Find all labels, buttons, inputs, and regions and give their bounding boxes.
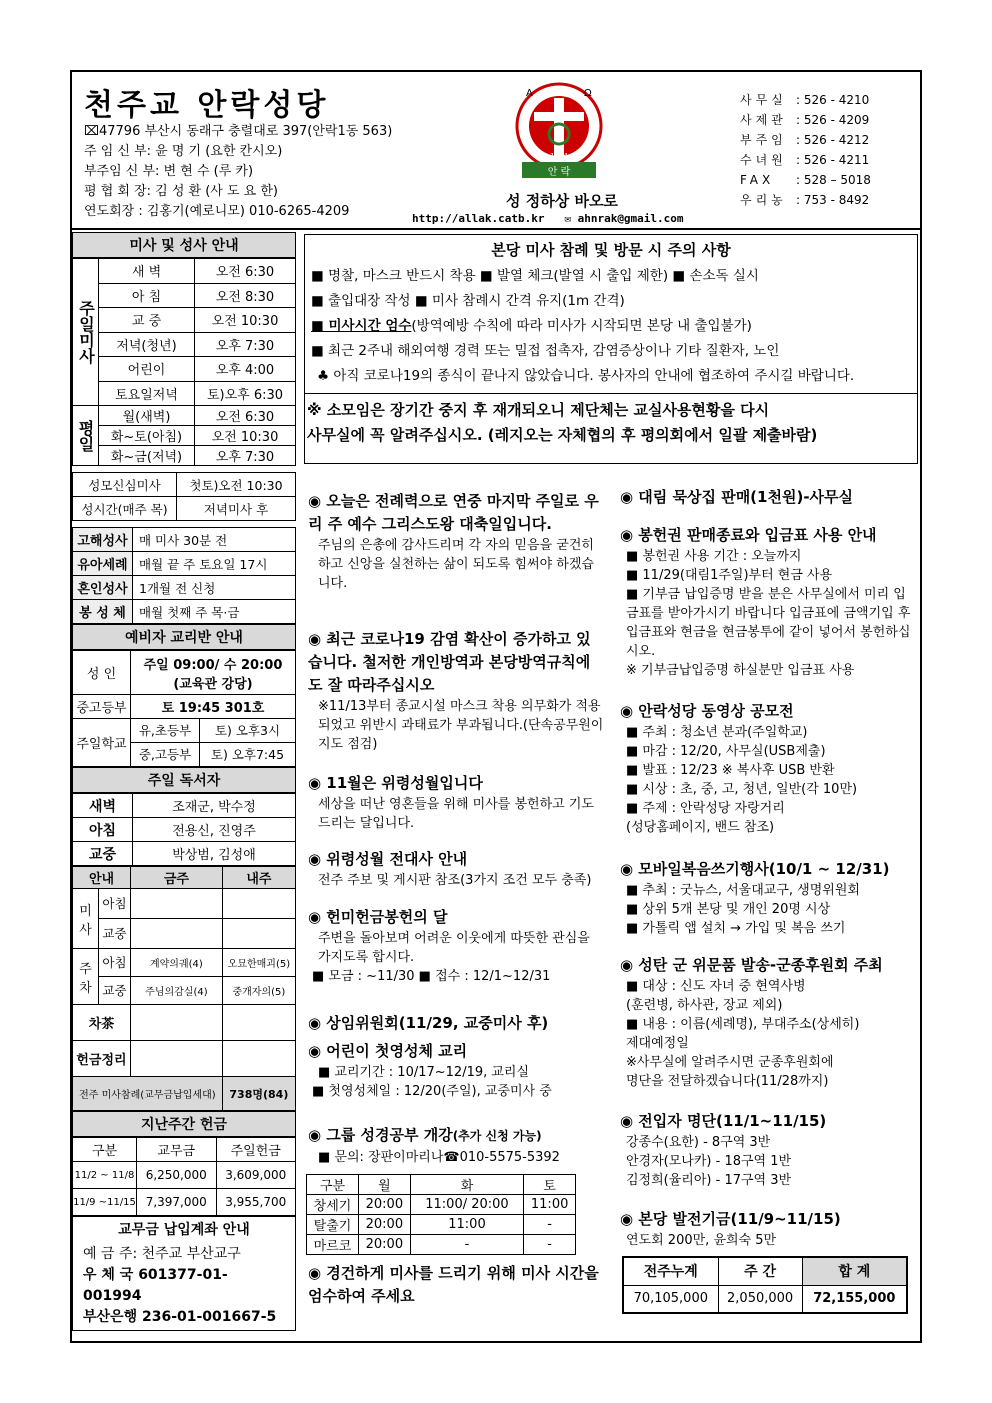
mass-time: 오전 10:30 bbox=[195, 426, 296, 446]
right-item-line: 명단을 전달하겠습니다(11/28까지) bbox=[626, 1074, 829, 1089]
warn-2: 사무실에 꼭 알려주십시오. (레지오는 자체협의 후 평의회에서 일괄 제출바람) bbox=[307, 426, 818, 444]
sacrament-name: 고해성사 bbox=[73, 528, 133, 552]
mid-item-heading bbox=[308, 490, 604, 536]
mid-time: 토) 오후7:45 bbox=[199, 743, 295, 767]
mass-title: 미사 및 성사 안내 bbox=[72, 232, 296, 258]
mass-time: 오전 6:30 bbox=[195, 259, 296, 284]
mass-table bbox=[72, 258, 296, 466]
right-item bbox=[620, 954, 916, 1091]
sacrament-name: 유아세례 bbox=[73, 552, 133, 576]
fund-value: 70,105,000 bbox=[623, 1285, 718, 1313]
right-item-line: ■ 11/29(대림1주일)부터 현금 사용 bbox=[626, 568, 833, 583]
logo-text: 안 락 bbox=[547, 167, 571, 178]
offering-cell: 7,397,000 bbox=[137, 1189, 217, 1216]
mass-time: 오후 4:00 bbox=[195, 357, 296, 382]
mid-item-title: ◉ 상임위원회(11/29, 교중미사 후) bbox=[308, 1014, 549, 1032]
right-item-line: ■ 상위 5개 본당 및 개인 20명 시상 bbox=[626, 902, 831, 917]
bible-cell: 11:00 bbox=[524, 1195, 576, 1215]
phone-label: 부주임 bbox=[740, 133, 787, 147]
mid-item-body: ■ 교리기간 : 10/17~12/19, 교리실 bbox=[318, 1065, 530, 1080]
right-item bbox=[620, 1110, 916, 1190]
weekday-label: 평일 bbox=[73, 406, 99, 466]
bible-cell: 11:00/ 20:00 bbox=[410, 1195, 524, 1215]
right-item bbox=[620, 524, 916, 680]
mid-item-body: ■ 문의: 장판이마리나☎010-5575-5392 bbox=[318, 1150, 560, 1165]
phone-label: 사무실 bbox=[740, 93, 787, 107]
offering-cell: 11/9 ~11/15 bbox=[73, 1189, 137, 1216]
right-item-heading: ◉ 대림 묵상집 판매(1천원)-사무실 bbox=[620, 488, 854, 506]
mid-item-title: ◉ 최근 코로나19 감염 확산이 증가하고 있습니다. 철저한 개인방역과 본당방역규칙에도 잘 따라주십시오 bbox=[308, 630, 591, 694]
duty-table bbox=[72, 866, 296, 1111]
bible-header: 월 bbox=[359, 1175, 411, 1195]
mid-item bbox=[308, 772, 604, 833]
right-item-line: 안경자(모나카) - 18구역 1반 bbox=[626, 1154, 792, 1169]
bible-cell: - bbox=[524, 1215, 576, 1235]
adult-place: (교육관 강당) bbox=[173, 676, 253, 692]
mid-item-body: 주님의 은총에 감사드리며 각 자의 믿음을 굳건히 하고 신앙을 실천하는 삶이 되도록 힘써야 하겠습니다. bbox=[318, 538, 594, 591]
duty-mass-label: 미사 bbox=[73, 889, 99, 949]
right-item-line: 강종수(요한) - 8구역 3반 bbox=[626, 1135, 771, 1150]
notice-r2: ■ 출입대장 작성 ■ 미사 참례시 간격 유지(1m 간격) bbox=[311, 293, 625, 309]
mass-time: 오후 7:30 bbox=[195, 446, 296, 466]
offering-cell: 11/2 ~ 11/8 bbox=[73, 1162, 137, 1189]
svg-text:Α: Α bbox=[526, 88, 533, 99]
phone-label: 수녀원 bbox=[740, 153, 787, 167]
notice-r5: ♣ 아직 코로나19의 종식이 끝나지 않았습니다. 봉사자의 안내에 협조하여 주시길 바랍니다. bbox=[317, 368, 855, 384]
duty-h0: 안내 bbox=[73, 867, 131, 889]
mid-item-title: ◉ 오늘은 전례력으로 연중 마지막 주일로 우리 주 예수 그리스도왕 대축일입니다. bbox=[308, 492, 599, 533]
bible-header: 화 bbox=[410, 1175, 524, 1195]
right-item bbox=[620, 700, 916, 837]
right-item-line: ■ 주최 : 청소년 분과(주일학교) bbox=[626, 725, 808, 740]
reader-names: 조재군, 박수정 bbox=[133, 794, 296, 818]
mid-item-body: ※11/13부터 종교시설 마스크 착용 의무화가 적용되었고 위반시 과태료가 부과됩니다.(단속공무원이 지도 점검) bbox=[318, 699, 604, 752]
right-item-heading: ◉ 봉헌권 판매종료와 입금표 사용 안내 bbox=[620, 526, 877, 544]
address: ⌧47796 부산시 동래구 충렬대로 397(안락1동 563) bbox=[84, 124, 393, 139]
right-item-line: (성당홈페이지, 밴드 참조) bbox=[626, 820, 775, 835]
mid-item-title: ◉ 11월은 위령성월입니다 bbox=[308, 774, 483, 792]
extra-name: 성모신심미사 bbox=[73, 473, 177, 497]
right-item-line: ■ 대상 : 신도 자녀 중 현역사병 bbox=[626, 979, 806, 994]
logo-year: 1984 bbox=[550, 152, 568, 160]
bible-cell: - bbox=[410, 1235, 524, 1255]
mid-item-body: 세상을 떠난 영혼들을 위해 미사를 봉헌하고 기도 드리는 달입니다. bbox=[318, 797, 594, 831]
adult-time: 주일 09:00/ 수 20:00 bbox=[143, 657, 283, 673]
mid-item-heading bbox=[308, 1124, 604, 1148]
mid-item-heading bbox=[308, 848, 604, 871]
mass-name: 저녁(청년) bbox=[99, 332, 195, 357]
mass-name: 새 벽 bbox=[99, 259, 195, 284]
right-item-heading: ◉ 전입자 명단(11/1~11/15) bbox=[620, 1112, 827, 1130]
bible-cell: 20:00 bbox=[359, 1235, 411, 1255]
duty-parking-label: 주차 bbox=[73, 949, 99, 1005]
reader-names: 박상범, 김성애 bbox=[133, 842, 296, 866]
account-info bbox=[72, 1242, 296, 1331]
notice-box bbox=[304, 234, 918, 464]
fund-header: 주 간 bbox=[718, 1257, 802, 1285]
mass-time: 오후 7:30 bbox=[195, 332, 296, 357]
extra-time: 첫토)오전 10:30 bbox=[177, 473, 296, 497]
duty-h1: 금주 bbox=[131, 867, 223, 889]
bible-cell: 20:00 bbox=[359, 1215, 411, 1235]
elem-time: 토) 오후3시 bbox=[199, 719, 295, 743]
website-link[interactable] bbox=[412, 212, 684, 225]
jr-label: 중고등부 bbox=[73, 695, 131, 719]
reader-mass: 새벽 bbox=[73, 794, 133, 818]
school-label: 주일학교 bbox=[73, 719, 131, 767]
email[interactable]: ahnrak@gmail.com bbox=[577, 212, 684, 225]
account-holder: 예 금 주: 천주교 부산교구 bbox=[83, 1246, 241, 1262]
offering-cell: 6,250,000 bbox=[137, 1162, 217, 1189]
notice-r3 bbox=[311, 317, 917, 335]
phone-list bbox=[740, 90, 871, 210]
mid-item bbox=[308, 1124, 604, 1167]
fund-header: 전주누계 bbox=[623, 1257, 718, 1285]
duty-money: 헌금정리 bbox=[73, 1041, 131, 1077]
adult-label: 성 인 bbox=[73, 651, 131, 695]
mass-time: 오전 8:30 bbox=[195, 283, 296, 308]
right-item-line: 제대예정일 bbox=[626, 1036, 689, 1051]
offering-cell: 3,955,700 bbox=[216, 1189, 296, 1216]
attendance-label: 전주 미사참례(교무금납입세대) bbox=[73, 1077, 223, 1111]
offering-header: 구분 bbox=[73, 1138, 137, 1162]
svg-text:Ω: Ω bbox=[584, 88, 592, 99]
pastor: 주 임 신 부: 윤 명 기 (요한 칸시오) bbox=[84, 144, 283, 159]
jr-time: 토 19:45 301호 bbox=[131, 695, 296, 719]
mid-label: 중,고등부 bbox=[131, 743, 200, 767]
bible-table bbox=[306, 1174, 576, 1255]
right-item-line: 김정희(율리아) - 17구역 3반 bbox=[626, 1173, 792, 1188]
mass-name: 화~금(저녁) bbox=[99, 446, 195, 466]
duty-am2: 아침 bbox=[99, 949, 131, 977]
mass-name: 어린이 bbox=[99, 357, 195, 382]
offering-table bbox=[72, 1137, 296, 1216]
notice-title: 본당 미사 참례 및 방문 시 주의 사항 bbox=[491, 241, 731, 259]
phone-number: : 526 - 4211 bbox=[796, 153, 870, 167]
bible-header: 토 bbox=[524, 1175, 576, 1195]
bible-cell: 창세기 bbox=[307, 1195, 359, 1215]
right-item-line: (훈련병, 하사관, 장교 제외) bbox=[626, 998, 783, 1013]
right-item-line: ■ 가톨릭 앱 설치 → 가입 및 복음 쓰기 bbox=[626, 921, 846, 936]
right-item-line: ■ 기부금 납입증명 받을 분은 사무실에서 미리 입금표를 받아가시기 바랍니다 입금표에 금액기입 후 입금표와 현금을 현금봉투에 같이 넣어서 봉헌하십시오. bbox=[626, 587, 911, 659]
reader-mass: 아침 bbox=[73, 818, 133, 842]
sacrament-table bbox=[72, 527, 296, 624]
duty-p3: 주님의감실(4) bbox=[131, 977, 223, 1005]
header-info bbox=[84, 122, 392, 222]
right-item-heading: ◉ 성탄 군 위문품 발송-군종후원회 주최 bbox=[620, 956, 883, 974]
phone-number: : 526 - 4212 bbox=[796, 133, 870, 147]
offering-header: 주일헌금 bbox=[216, 1138, 296, 1162]
mid-item-title: ◉ 어린이 첫영성체 교리 bbox=[308, 1042, 468, 1060]
notice-r3a: ■ 미사시간 엄수 bbox=[311, 318, 412, 334]
fund-value: 2,050,000 bbox=[718, 1285, 802, 1313]
bible-cell: 20:00 bbox=[359, 1195, 411, 1215]
mass-time: 토)오후 6:30 bbox=[195, 381, 296, 406]
notice-warning bbox=[305, 393, 917, 448]
notice-r1: ■ 명찰, 마스크 반드시 착용 ■ 발열 체크(발열 시 출입 제한) ■ 손소독 실시 bbox=[311, 268, 759, 284]
duty-tea: 차茶 bbox=[73, 1005, 131, 1041]
phone-row bbox=[740, 190, 871, 210]
readers-table bbox=[72, 793, 296, 866]
mid-item-sub: (추가 신청 가능) bbox=[452, 1129, 542, 1143]
mid-item bbox=[308, 1040, 604, 1101]
parish-title: 천주교 안락성당 bbox=[84, 88, 330, 123]
mass-name: 화~토(아침) bbox=[99, 426, 195, 446]
fund-table bbox=[622, 1256, 908, 1314]
mid-item-title: ◉ 경건하게 미사를 드리기 위해 미사 시간을 엄수하여 주세요 bbox=[308, 1264, 599, 1305]
phone-row bbox=[740, 110, 871, 130]
mid-item-heading bbox=[308, 628, 604, 697]
right-item-heading: ◉ 본당 발전기금(11/9~11/15) bbox=[620, 1210, 841, 1228]
offering-title: 지난주간 헌금 bbox=[72, 1111, 296, 1137]
duty-am: 아침 bbox=[99, 889, 131, 919]
mail-icon: ✉ bbox=[564, 212, 571, 225]
phone-row bbox=[740, 170, 871, 190]
right-item-heading: ◉ 모바일복음쓰기행사(10/1 ~ 12/31) bbox=[620, 860, 890, 878]
readers-title: 주일 독서자 bbox=[72, 767, 296, 793]
right-item bbox=[620, 486, 916, 509]
bank-account: 부산은행 236-01-001667-5 bbox=[83, 1309, 277, 1325]
mid-item-title: ◉ 그룹 성경공부 개강 bbox=[308, 1126, 453, 1144]
mass-name: 아 침 bbox=[99, 283, 195, 308]
notice-r4: ■ 최근 2주내 해외여행 경력 또는 밀접 접촉자, 감염증상이나 기타 질환자, 노인 bbox=[311, 343, 780, 359]
sacrament-info: 매월 끝 주 토요일 17시 bbox=[133, 552, 296, 576]
right-item-line: 연도회 200만, 윤희숙 5만 bbox=[626, 1233, 777, 1248]
phone-label: 사제관 bbox=[740, 113, 787, 127]
right-item-line: ※ 기부금납입증명 하실분만 입금표 사용 bbox=[626, 663, 855, 678]
mid-item-heading bbox=[308, 906, 604, 929]
right-item-line: ■ 마감 : 12/20, 사무실(USB제출) bbox=[626, 744, 826, 759]
sacrament-name: 혼인성사 bbox=[73, 576, 133, 600]
phone-number: : 526 - 4210 bbox=[796, 93, 870, 107]
extra-time: 저녁미사 후 bbox=[177, 497, 296, 521]
bible-cell: - bbox=[524, 1235, 576, 1255]
right-item-heading: ◉ 안락성당 동영상 공모전 bbox=[620, 702, 794, 720]
duty-p2: 오묘한매괴(5) bbox=[222, 949, 295, 977]
bulletin-frame bbox=[70, 70, 922, 1343]
sunday-label: 주일미사 bbox=[73, 259, 99, 406]
warn-1: ※ 소모임은 장기간 중지 후 재개되오니 제단체는 교실사용현황을 다시 bbox=[307, 401, 770, 419]
right-item-line: ■ 시상 : 초, 중, 고, 청년, 일반(각 10만) bbox=[626, 782, 858, 797]
mid-item bbox=[308, 490, 604, 593]
left-column bbox=[72, 232, 296, 1331]
bible-cell: 탈출기 bbox=[307, 1215, 359, 1235]
memorial-head: 연도회장 : 김홍기(예로니모) 010-6265-4209 bbox=[84, 204, 350, 219]
mid-item-body2: ■ 모금 : ~11/30 ■ 접수 : 12/1~12/31 bbox=[312, 969, 551, 984]
extra-table bbox=[72, 472, 296, 521]
phone-row bbox=[740, 90, 871, 110]
bible-cell: 11:00 bbox=[410, 1215, 524, 1235]
patron-saint: 성 정하상 바오로 bbox=[506, 192, 618, 210]
post-account: 우 체 국 601377-01-001994 bbox=[83, 1267, 228, 1304]
mid-item-title: ◉ 위령성월 전대사 안내 bbox=[308, 850, 468, 868]
header bbox=[72, 72, 920, 230]
offering-header: 교무금 bbox=[137, 1138, 217, 1162]
phone-row bbox=[740, 130, 871, 150]
mid-item bbox=[308, 628, 604, 754]
mass-name: 토요일저녁 bbox=[99, 381, 195, 406]
sacrament-info: 매월 첫째 주 목·금 bbox=[133, 600, 296, 624]
phone-number: : 753 - 8492 bbox=[796, 193, 870, 207]
elem-label: 유,초등부 bbox=[131, 719, 200, 743]
sacrament-info: 매 미사 30분 전 bbox=[133, 528, 296, 552]
assistant-pastor: 부주임 신 부: 변 현 수 (루 카) bbox=[84, 164, 254, 179]
mid-item-body2: ■ 첫영성체일 : 12/20(주일), 교중미사 중 bbox=[312, 1084, 552, 1099]
bible-cell: 마르코 bbox=[307, 1235, 359, 1255]
mid-item-heading bbox=[308, 1262, 604, 1308]
catechism-title: 예비자 교리반 안내 bbox=[72, 624, 296, 650]
sacrament-info: 1개월 전 신청 bbox=[133, 576, 296, 600]
mid-item bbox=[308, 906, 604, 986]
attendance-value: 738명(84) bbox=[222, 1077, 295, 1111]
extra-name: 성시간(매주 목) bbox=[73, 497, 177, 521]
offering-cell: 3,609,000 bbox=[216, 1162, 296, 1189]
account-title: 교무금 납입계좌 안내 bbox=[72, 1216, 296, 1242]
mid-item-heading bbox=[308, 1012, 604, 1035]
right-item-line: ■ 발표 : 12/23 ※ 복사후 USB 반환 bbox=[626, 763, 835, 778]
reader-names: 전용신, 진영주 bbox=[133, 818, 296, 842]
mass-time: 오전 6:30 bbox=[195, 406, 296, 426]
reader-mass: 교중 bbox=[73, 842, 133, 866]
mid-item-body: 주변을 돌아보며 어려운 이웃에게 따뜻한 관심을 가지도록 합시다. bbox=[318, 931, 590, 965]
notice-r3b: (방역예방 수칙에 따라 미사가 시작되면 본당 내 출입불가) bbox=[411, 318, 752, 334]
phone-label: 우리농 bbox=[740, 193, 787, 207]
right-item-line: ■ 봉헌권 사용 기간 : 오늘까지 bbox=[626, 549, 802, 564]
catechism-table bbox=[72, 650, 296, 767]
duty-h2: 내주 bbox=[222, 867, 295, 889]
bible-header: 구분 bbox=[307, 1175, 359, 1195]
council-head: 평 협 회 장: 김 성 환 (사 도 요 한) bbox=[84, 184, 278, 199]
phone-number: : 528 – 5018 bbox=[796, 173, 871, 187]
phone-number: : 526 - 4209 bbox=[796, 113, 870, 127]
mid-item-heading bbox=[308, 1040, 604, 1063]
mid-item-body: 전주 주보 및 게시판 참조(3가지 조건 모두 충족) bbox=[318, 873, 592, 888]
right-item bbox=[620, 858, 916, 938]
website-url[interactable]: http://allak.catb.kr bbox=[412, 212, 545, 225]
duty-gj2: 교중 bbox=[99, 977, 131, 1005]
fund-header: 합 계 bbox=[802, 1257, 907, 1285]
mid-item bbox=[308, 1262, 604, 1308]
right-item-line: ■ 추최 : 굿뉴스, 서울대교구, 생명위원회 bbox=[626, 883, 860, 898]
mass-name: 교 중 bbox=[99, 308, 195, 333]
right-item-line: ■ 내용 : 이름(세례명), 부대주소(상세히) bbox=[626, 1017, 860, 1032]
right-item-line: ■ 주제 : 안락성당 자랑거리 bbox=[626, 801, 785, 816]
fund-value: 72,155,000 bbox=[802, 1285, 907, 1313]
duty-p1: 계약의궤(4) bbox=[131, 949, 223, 977]
duty-p4: 중개자의(5) bbox=[222, 977, 295, 1005]
mid-item bbox=[308, 1012, 604, 1035]
right-item-line: ※사무실에 알려주시면 군종후원회에 bbox=[626, 1055, 834, 1070]
phone-label: FAX bbox=[740, 173, 775, 187]
mid-item-heading bbox=[308, 772, 604, 795]
mid-item bbox=[308, 848, 604, 890]
sacrament-name: 봉 성 체 bbox=[73, 600, 133, 624]
phone-row bbox=[740, 150, 871, 170]
mass-time: 오전 10:30 bbox=[195, 308, 296, 333]
right-item bbox=[620, 1208, 916, 1250]
duty-gj: 교중 bbox=[99, 919, 131, 949]
mid-item-title: ◉ 헌미헌금봉헌의 달 bbox=[308, 908, 448, 926]
mass-name: 월(새벽) bbox=[99, 406, 195, 426]
